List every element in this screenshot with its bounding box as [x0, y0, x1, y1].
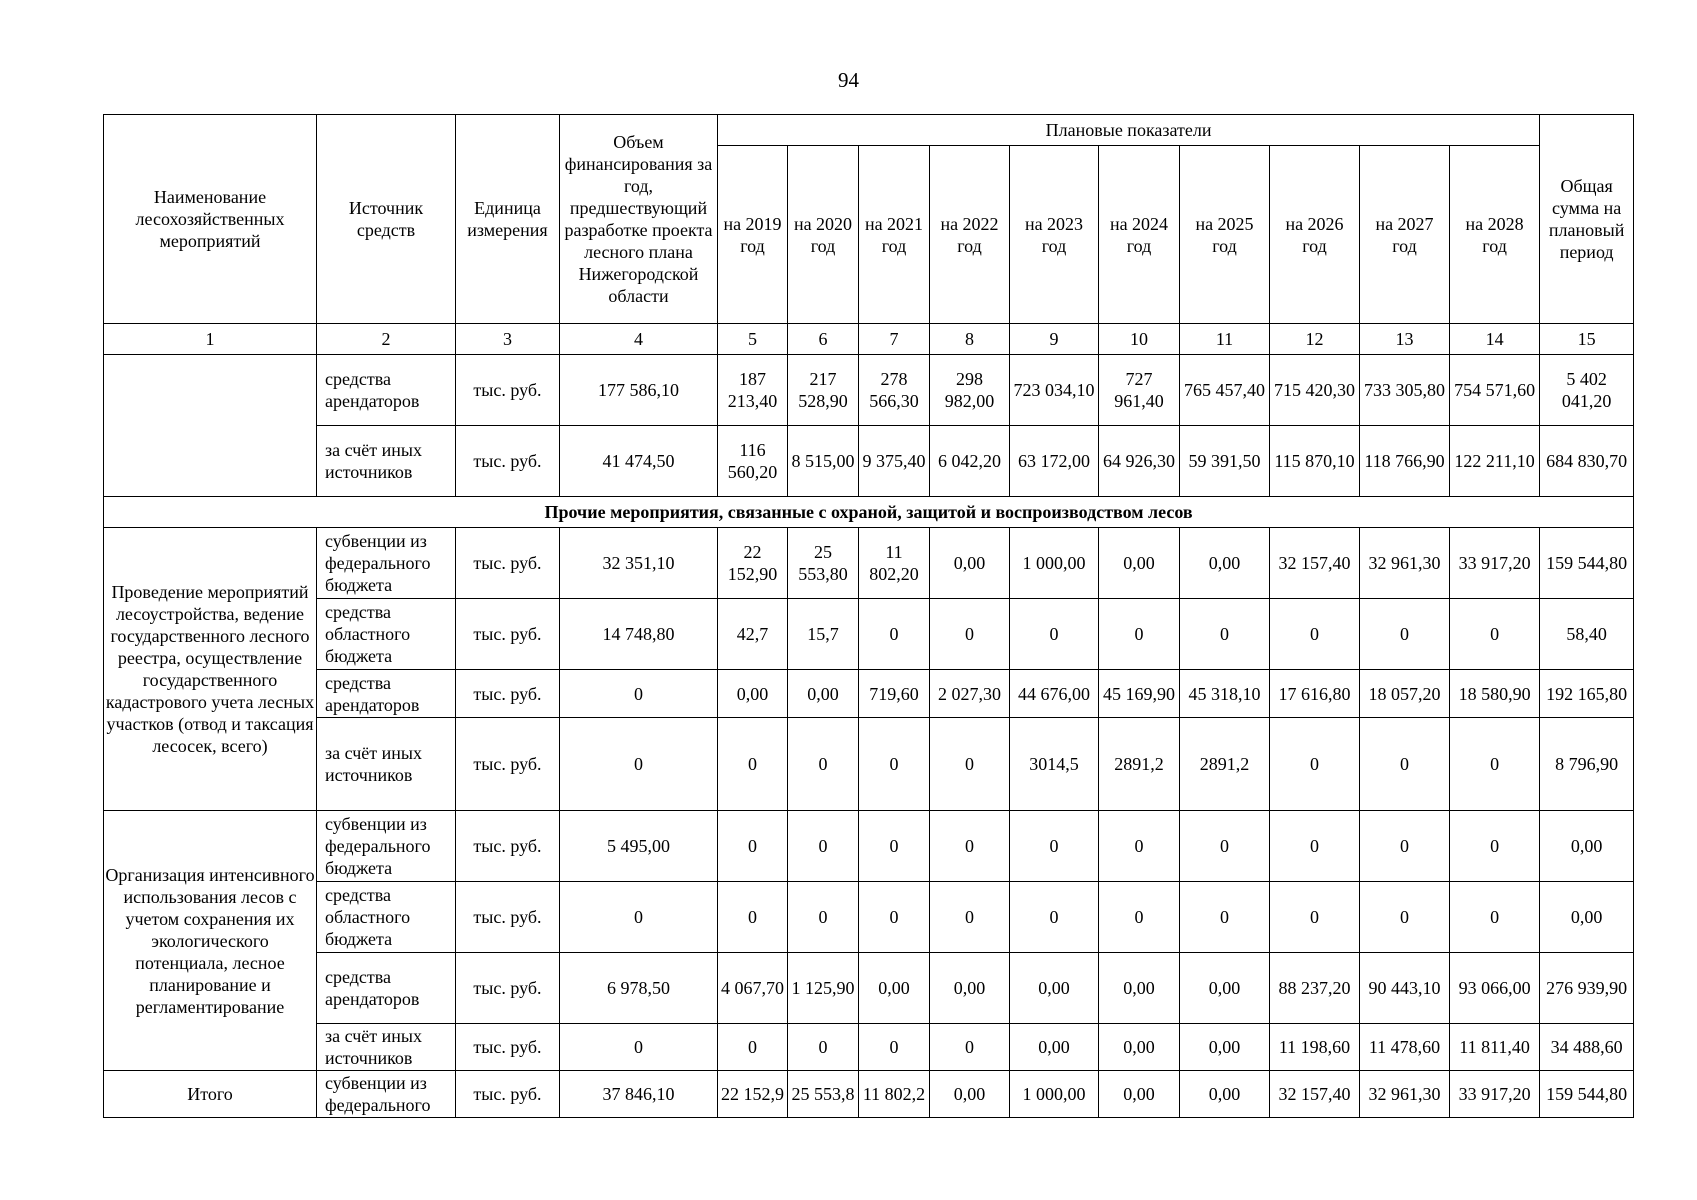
value-cell: 2 027,30	[930, 670, 1010, 718]
prev-volume-cell: 14 748,80	[560, 599, 718, 670]
table-row	[104, 718, 1634, 811]
financing-table	[103, 114, 1634, 1118]
value-cell: 0	[930, 599, 1010, 670]
source-cell: средства арендаторов	[317, 355, 456, 426]
header-year: на 2027 год	[1360, 146, 1450, 324]
value-cell: 116 560,20	[718, 426, 788, 497]
prev-volume-cell: 0	[560, 1024, 718, 1071]
value-cell: 159 544,80	[1540, 1071, 1634, 1118]
value-cell: 0	[859, 1024, 930, 1071]
value-cell: 3014,5	[1010, 718, 1099, 811]
value-cell: 0,00	[788, 670, 859, 718]
value-cell: 6 042,20	[930, 426, 1010, 497]
header-year: на 2019 год	[718, 146, 788, 324]
header-total: Общая сумма на плановый период	[1540, 115, 1634, 324]
section-title: Прочие мероприятия, связанные с охраной, защитой и воспроизводством лесов	[104, 497, 1634, 528]
unit-cell: тыс. руб.	[456, 670, 560, 718]
value-cell: 9 375,40	[859, 426, 930, 497]
value-cell: 765 457,40	[1180, 355, 1270, 426]
activity-name-cell: Проведение мероприятий лесоустройства, ведение государственного лесного реестра, осуществление государственного кадастрового учета лесных участков (отвод и таксация лесосек, всего)	[104, 528, 317, 811]
column-number: 13	[1360, 324, 1450, 355]
unit-cell: тыс. руб.	[456, 1024, 560, 1071]
value-cell: 11 802,20	[859, 528, 930, 599]
value-cell: 733 305,80	[1360, 355, 1450, 426]
value-cell: 22 152,90	[718, 528, 788, 599]
unit-cell: тыс. руб.	[456, 528, 560, 599]
value-cell: 715 420,30	[1270, 355, 1360, 426]
header-year: на 2026 год	[1270, 146, 1360, 324]
section-row	[104, 497, 1634, 528]
value-cell: 0	[718, 1024, 788, 1071]
value-cell: 2891,2	[1180, 718, 1270, 811]
header-source: Источник средств	[317, 115, 456, 324]
source-cell: средства областного бюджета	[317, 599, 456, 670]
value-cell: 0	[1360, 882, 1450, 953]
value-cell: 723 034,10	[1010, 355, 1099, 426]
value-cell: 0	[859, 882, 930, 953]
value-cell: 0	[1010, 811, 1099, 882]
value-cell: 45 318,10	[1180, 670, 1270, 718]
value-cell: 0	[930, 811, 1010, 882]
column-number: 6	[788, 324, 859, 355]
value-cell: 0,00	[1180, 1071, 1270, 1118]
value-cell: 0	[718, 718, 788, 811]
value-cell: 159 544,80	[1540, 528, 1634, 599]
total-label: Итого	[104, 1071, 317, 1118]
column-number: 7	[859, 324, 930, 355]
value-cell: 0	[1450, 882, 1540, 953]
value-cell: 0,00	[1099, 528, 1180, 599]
unit-cell: тыс. руб.	[456, 882, 560, 953]
header-year: на 2022 год	[930, 146, 1010, 324]
prev-volume-cell: 37 846,10	[560, 1071, 718, 1118]
prev-volume-cell: 0	[560, 882, 718, 953]
value-cell: 0,00	[718, 670, 788, 718]
value-cell: 187 213,40	[718, 355, 788, 426]
table-row	[104, 426, 1634, 497]
source-cell: средства арендаторов	[317, 953, 456, 1024]
unit-cell: тыс. руб.	[456, 811, 560, 882]
value-cell: 18 580,90	[1450, 670, 1540, 718]
value-cell: 32 157,40	[1270, 528, 1360, 599]
value-cell: 59 391,50	[1180, 426, 1270, 497]
value-cell: 0	[930, 1024, 1010, 1071]
value-cell: 0,00	[1099, 1024, 1180, 1071]
value-cell: 0	[788, 811, 859, 882]
column-number: 12	[1270, 324, 1360, 355]
table-row	[104, 355, 1634, 426]
source-cell: субвенции из федерального бюджета	[317, 811, 456, 882]
source-cell: за счёт иных источников	[317, 1024, 456, 1071]
column-number: 3	[456, 324, 560, 355]
value-cell: 0	[718, 811, 788, 882]
value-cell: 0	[1360, 599, 1450, 670]
table-row	[104, 1024, 1634, 1071]
value-cell: 719,60	[859, 670, 930, 718]
value-cell: 0	[1180, 882, 1270, 953]
value-cell: 0	[1010, 882, 1099, 953]
value-cell: 64 926,30	[1099, 426, 1180, 497]
value-cell: 0	[930, 718, 1010, 811]
value-cell: 93 066,00	[1450, 953, 1540, 1024]
name-cell-empty	[104, 355, 317, 497]
table-row	[104, 599, 1634, 670]
value-cell: 4 067,70	[718, 953, 788, 1024]
value-cell: 32 157,40	[1270, 1071, 1360, 1118]
value-cell: 0,00	[1010, 1024, 1099, 1071]
column-number: 11	[1180, 324, 1270, 355]
prev-volume-cell: 177 586,10	[560, 355, 718, 426]
value-cell: 1 125,90	[788, 953, 859, 1024]
value-cell: 1 000,00	[1010, 528, 1099, 599]
header-name: Наименование лесохозяйственных мероприятий	[104, 115, 317, 324]
value-cell: 0	[718, 882, 788, 953]
header-year: на 2024 год	[1099, 146, 1180, 324]
header-unit: Единица измерения	[456, 115, 560, 324]
column-number: 14	[1450, 324, 1540, 355]
table-row	[104, 953, 1634, 1024]
value-cell: 0,00	[930, 528, 1010, 599]
page-number: 94	[838, 68, 859, 92]
header-year: на 2025 год	[1180, 146, 1270, 324]
value-cell: 276 939,90	[1540, 953, 1634, 1024]
value-cell: 0	[1180, 599, 1270, 670]
column-number: 15	[1540, 324, 1634, 355]
source-cell: за счёт иных источников	[317, 718, 456, 811]
value-cell: 11 811,40	[1450, 1024, 1540, 1071]
header-year: на 2023 год	[1010, 146, 1099, 324]
value-cell: 11 478,60	[1360, 1024, 1450, 1071]
value-cell: 8 515,00	[788, 426, 859, 497]
value-cell: 0	[1360, 718, 1450, 811]
value-cell: 1 000,00	[1010, 1071, 1099, 1118]
unit-cell: тыс. руб.	[456, 599, 560, 670]
header-prev-volume: Объем финансирования за год, предшествующий разработке проекта лесного плана Нижегородской области	[560, 115, 718, 324]
value-cell: 0	[1270, 811, 1360, 882]
value-cell: 11 198,60	[1270, 1024, 1360, 1071]
value-cell: 0	[788, 882, 859, 953]
value-cell: 2891,2	[1099, 718, 1180, 811]
value-cell: 217 528,90	[788, 355, 859, 426]
value-cell: 0	[859, 718, 930, 811]
unit-cell: тыс. руб.	[456, 953, 560, 1024]
value-cell: 0	[1270, 599, 1360, 670]
activity-name-cell: Организация интенсивного использования лесов с учетом сохранения их экологического потенциала, лесное планирование и регламентирование	[104, 811, 317, 1071]
value-cell: 0	[788, 718, 859, 811]
prev-volume-cell: 0	[560, 718, 718, 811]
value-cell: 278 566,30	[859, 355, 930, 426]
value-cell: 0	[930, 882, 1010, 953]
value-cell: 8 796,90	[1540, 718, 1634, 811]
header-planned: Плановые показатели	[718, 115, 1540, 146]
value-cell: 25 553,8	[788, 1071, 859, 1118]
column-number: 5	[718, 324, 788, 355]
value-cell: 32 961,30	[1360, 528, 1450, 599]
value-cell: 192 165,80	[1540, 670, 1634, 718]
value-cell: 0	[1270, 882, 1360, 953]
value-cell: 0	[1099, 811, 1180, 882]
prev-volume-cell: 0	[560, 670, 718, 718]
header-year: на 2020 год	[788, 146, 859, 324]
table-row	[104, 882, 1634, 953]
prev-volume-cell: 6 978,50	[560, 953, 718, 1024]
value-cell: 90 443,10	[1360, 953, 1450, 1024]
total-row	[104, 1071, 1634, 1118]
column-number: 10	[1099, 324, 1180, 355]
value-cell: 0,00	[1180, 953, 1270, 1024]
value-cell: 0,00	[1540, 811, 1634, 882]
prev-volume-cell: 5 495,00	[560, 811, 718, 882]
value-cell: 32 961,30	[1360, 1071, 1450, 1118]
value-cell: 58,40	[1540, 599, 1634, 670]
value-cell: 727 961,40	[1099, 355, 1180, 426]
value-cell: 17 616,80	[1270, 670, 1360, 718]
value-cell: 44 676,00	[1010, 670, 1099, 718]
value-cell: 22 152,9	[718, 1071, 788, 1118]
column-number: 2	[317, 324, 456, 355]
value-cell: 11 802,2	[859, 1071, 930, 1118]
value-cell: 88 237,20	[1270, 953, 1360, 1024]
header-year: на 2028 год	[1450, 146, 1540, 324]
value-cell: 34 488,60	[1540, 1024, 1634, 1071]
value-cell: 0	[1450, 718, 1540, 811]
value-cell: 25 553,80	[788, 528, 859, 599]
source-cell: субвенции из федерального бюджета	[317, 528, 456, 599]
table-row	[104, 528, 1634, 599]
source-cell: за счёт иных источников	[317, 426, 456, 497]
column-numbers-row	[104, 324, 1634, 355]
value-cell: 45 169,90	[1099, 670, 1180, 718]
value-cell: 0,00	[930, 953, 1010, 1024]
value-cell: 0	[1270, 718, 1360, 811]
unit-cell: тыс. руб.	[456, 718, 560, 811]
value-cell: 0,00	[1099, 1071, 1180, 1118]
value-cell: 42,7	[718, 599, 788, 670]
value-cell: 0	[859, 599, 930, 670]
value-cell: 0,00	[1180, 1024, 1270, 1071]
value-cell: 33 917,20	[1450, 528, 1540, 599]
value-cell: 0,00	[1010, 953, 1099, 1024]
prev-volume-cell: 32 351,10	[560, 528, 718, 599]
column-number: 8	[930, 324, 1010, 355]
header-year: на 2021 год	[859, 146, 930, 324]
value-cell: 0	[1450, 599, 1540, 670]
value-cell: 0,00	[1180, 528, 1270, 599]
table-row	[104, 811, 1634, 882]
source-cell: субвенции из федерального	[317, 1071, 456, 1118]
source-cell: средства областного бюджета	[317, 882, 456, 953]
value-cell: 0	[859, 811, 930, 882]
value-cell: 0,00	[859, 953, 930, 1024]
value-cell: 18 057,20	[1360, 670, 1450, 718]
value-cell: 115 870,10	[1270, 426, 1360, 497]
value-cell: 0,00	[930, 1071, 1010, 1118]
value-cell: 122 211,10	[1450, 426, 1540, 497]
value-cell: 5 402 041,20	[1540, 355, 1634, 426]
unit-cell: тыс. руб.	[456, 426, 560, 497]
prev-volume-cell: 41 474,50	[560, 426, 718, 497]
unit-cell: тыс. руб.	[456, 355, 560, 426]
value-cell: 0,00	[1540, 882, 1634, 953]
value-cell: 0	[1450, 811, 1540, 882]
value-cell: 754 571,60	[1450, 355, 1540, 426]
table-row	[104, 670, 1634, 718]
value-cell: 0	[1010, 599, 1099, 670]
value-cell: 0	[1099, 599, 1180, 670]
value-cell: 15,7	[788, 599, 859, 670]
value-cell: 63 172,00	[1010, 426, 1099, 497]
column-number: 1	[104, 324, 317, 355]
value-cell: 0	[1180, 811, 1270, 882]
value-cell: 684 830,70	[1540, 426, 1634, 497]
source-cell: средства арендаторов	[317, 670, 456, 718]
header-row	[104, 115, 1634, 146]
value-cell: 298 982,00	[930, 355, 1010, 426]
value-cell: 0	[1360, 811, 1450, 882]
value-cell: 0	[1099, 882, 1180, 953]
unit-cell: тыс. руб.	[456, 1071, 560, 1118]
column-number: 9	[1010, 324, 1099, 355]
value-cell: 0	[788, 1024, 859, 1071]
value-cell: 33 917,20	[1450, 1071, 1540, 1118]
value-cell: 0,00	[1099, 953, 1180, 1024]
column-number: 4	[560, 324, 718, 355]
value-cell: 118 766,90	[1360, 426, 1450, 497]
